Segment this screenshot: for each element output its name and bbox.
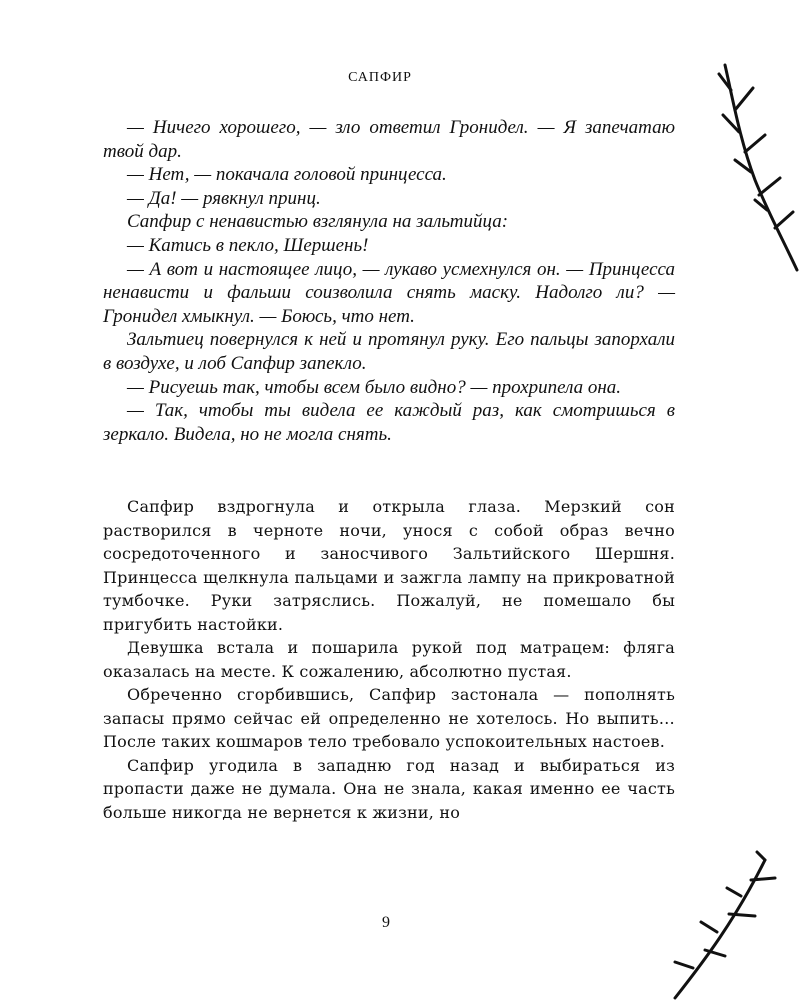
paragraph: — Рисуешь так, чтобы всем было видно? — прохрипела она. [127, 376, 622, 398]
paragraph: Зальтиец повернулся к ней и протянул руку. Его пальцы запорхали в воздухе, и лоб Сапфир запекло. [103, 329, 675, 374]
paragraph: Сапфир вздрогнула и открыла глаза. Мерзкий сон растворился в черноте ночи, унося с собой образ вечно сосредоточенного и заносчивого Зальтийского Шершня. Принцесса щелкнула пальцами и зажгла лампу на прикроватной тумбочке. Руки затряслись. Пожалуй, не помешало бы пригубить настойки. [103, 497, 675, 634]
paragraph: — А вот и настоящее лицо, — лукаво усмехнулся он. — Принцесса ненависти и фальши соизволила снять маску. Надолго ли? — Гронидел хмыкнул. — Боюсь, что нет. [103, 258, 675, 327]
page-number: 9 [382, 914, 390, 931]
branch-icon [665, 850, 800, 1000]
paragraph: Девушка встала и пошарила рукой под матрацем: фляга оказалась на месте. К сожалению, абсолютно пустая. [103, 638, 675, 681]
main-text [103, 495, 675, 824]
dream-dialogue [103, 116, 675, 446]
running-title: САПФИР [348, 70, 412, 85]
paragraph: — Да! — рявкнул принц. [127, 187, 321, 209]
paragraph: — Ничего хорошего, — зло ответил Гронидел. — Я запечатаю твой дар. [103, 117, 675, 162]
paragraph: — Нет, — покачала головой принцесса. [127, 164, 447, 186]
paragraph: — Так, чтобы ты видела ее каждый раз, как смотришься в зеркало. Видела, но не могла снять. [103, 400, 675, 445]
branch-icon [705, 60, 800, 275]
paragraph: Сапфир с ненавистью взглянула на зальтийца: [127, 211, 509, 233]
paragraph: Обреченно сгорбившись, Сапфир застонала — пополнять запасы прямо сейчас ей определенно не хотелось. Но выпить… После таких кошмаров тело требовало успокоительных настоев. [103, 685, 675, 751]
paragraph: — Катись в пекло, Шершень! [127, 234, 369, 256]
paragraph: Сапфир угодила в западню год назад и выбираться из пропасти даже не думала. Она не знала, какая именно ее часть больше никогда не вернется к жизни, но [103, 755, 675, 822]
